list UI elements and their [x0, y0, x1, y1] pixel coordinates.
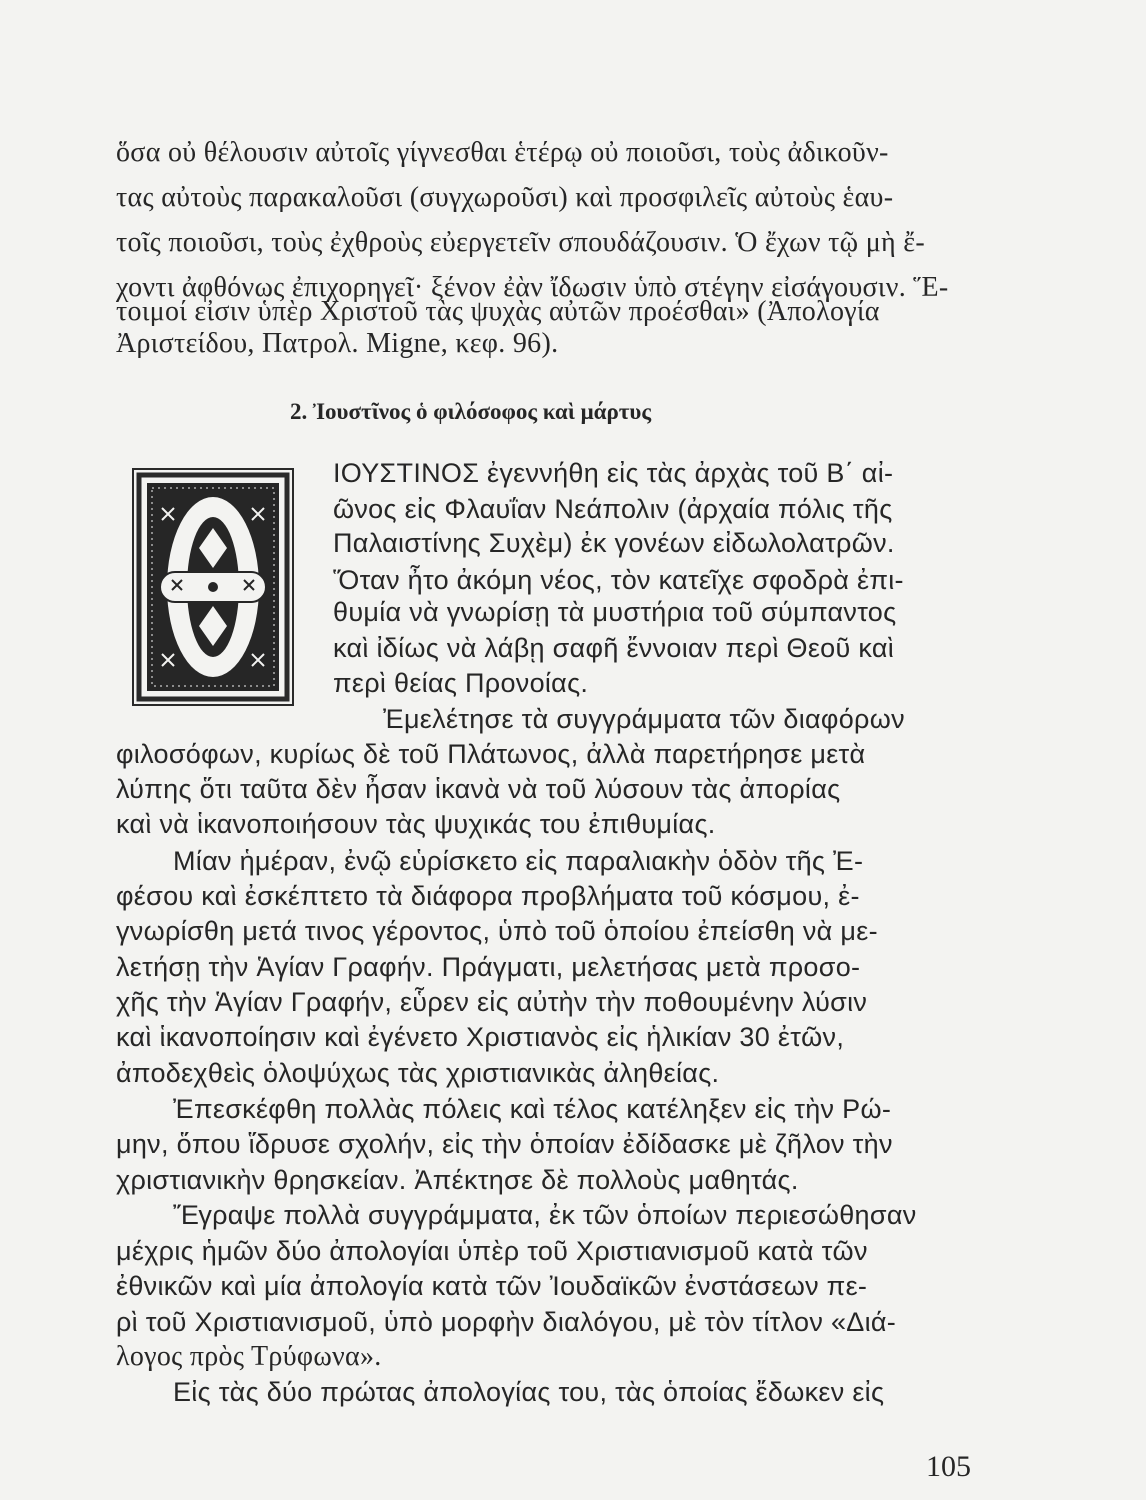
body-line: Ἔγραψε πολλὰ συγγράμματα, ἐκ τῶν ὁποίων περιεσώθησαν: [173, 1200, 917, 1230]
body-line: ἐθνικῶν καὶ μία ἀπολογία κατὰ τῶν Ἰουδαϊκῶν ἐνστάσεων πε-: [116, 1271, 868, 1301]
body-line: ῶνος εἰς Φλαυΐαν Νεάπολιν (ἀρχαία πόλις τῆς: [333, 494, 893, 524]
body-line: περὶ θείας Προνοίας.: [333, 668, 589, 698]
body-line: ἀποδεχθεὶς ὁλοψύχως τὰς χριστιανικὰς ἀληθείας.: [116, 1058, 720, 1088]
body-line: καὶ ἱκανοποίησιν καὶ ἐγένετο Χριστιανὸς εἰς ἡλικίαν 30 ἐτῶν,: [116, 1022, 845, 1052]
section-heading: 2. Ἰουστῖνος ὁ φιλόσοφος καὶ μάρτυς: [290, 399, 652, 424]
body-line: καὶ ἰδίως νὰ λάβῃ σαφῆ ἔννοιαν περὶ Θεοῦ καὶ: [333, 633, 895, 663]
body-line: γνωρίσθη μετά τινος γέροντος, ὑπὸ τοῦ ὁποίου ἐπείσθη νὰ με-: [116, 916, 878, 946]
body-line: λογος πρὸς Τρύφωνα».: [116, 1341, 382, 1372]
body-line: φέσου καὶ ἐσκέπτετο τὰ διάφορα προβλήματα τοῦ κόσμου, ἐ-: [116, 881, 860, 911]
intro-line: τοιμοί εἰσιν ὑπὲρ Χριστοῦ τὰς ψυχὰς αὐτῶν προέσθαι» (Ἀπολογία: [116, 296, 880, 327]
body-line: Ἐμελέτησε τὰ συγγράμματα τῶν διαφόρων: [383, 704, 905, 734]
body-line: Μίαν ἡμέραν, ἐνῷ εὑρίσκετο εἰς παραλιακὴν ὁδὸν τῆς Ἐ-: [173, 846, 864, 876]
body-line: ΙΟΥΣΤΙΝΟΣ ἐγεννήθη εἰς τὰς ἀρχὰς τοῦ Β΄ αἰ-: [333, 458, 894, 488]
intro-line: Ἀριστείδου, Πατρολ. Migne, κεφ. 96).: [116, 328, 559, 359]
intro-line: χοντι ἀφθόνως ἐπιχορηγεῖ· ξένον ἐὰν ἴδωσιν ὑπὸ στέγην εἰσάγουσιν. Ἕ-: [116, 272, 949, 303]
body-line: Ὅταν ἦτο ἀκόμη νέος, τὸν κατεῖχε σφοδρὰ ἐπι-: [333, 565, 904, 595]
body-line: λύπης ὅτι ταῦτα δὲν ἦσαν ἱκανὰ νὰ τοῦ λύσουν τὰς ἀπορίας: [116, 774, 841, 804]
body-line: μέχρις ἡμῶν δύο ἀπολογίαι ὑπὲρ τοῦ Χριστιανισμοῦ κατὰ τῶν: [116, 1236, 868, 1266]
body-line: Εἰς τὰς δύο πρώτας ἀπολογίας του, τὰς ὁποίας ἔδωκεν εἰς: [173, 1377, 885, 1407]
intro-line: ὅσα οὐ θέλουσιν αὐτοῖς γίγνεσθαι ἑτέρῳ οὐ ποιοῦσι, τοὺς ἀδικοῦν-: [116, 137, 889, 168]
body-line: ρὶ τοῦ Χριστιανισμοῦ, ὑπὸ μορφὴν διαλόγου, μὲ τὸν τίτλον «Διά-: [116, 1307, 897, 1337]
body-line: λετήσῃ τὴν Ἁγίαν Γραφήν. Πράγματι, μελετήσας μετὰ προσο-: [116, 952, 861, 982]
body-line: μην, ὅπου ἵδρυσε σχολήν, εἰς τὴν ὁποίαν ἐδίδασκε μὲ ζῆλον τὴν: [116, 1129, 893, 1159]
page-number: 105: [926, 1450, 971, 1483]
body-line: χῆς τὴν Ἁγίαν Γραφήν, εὗρεν εἰς αὐτὴν τὴν ποθουμένην λύσιν: [116, 987, 868, 1017]
body-line: καὶ νὰ ἱκανοποιήσουν τὰς ψυχικάς του ἐπιθυμίας.: [116, 809, 716, 839]
body-line: φιλοσόφων, κυρίως δὲ τοῦ Πλάτωνος, ἀλλὰ παρετήρησε μετὰ: [116, 739, 866, 769]
body-line: Παλαιστίνης Συχὲμ) ἐκ γονέων εἰδωλολατρῶν.: [333, 528, 895, 558]
body-line: Ἐπεσκέφθη πολλὰς πόλεις καὶ τέλος κατέληξεν εἰς τὴν Ρώ-: [173, 1094, 892, 1124]
intro-line: τοῖς ποιοῦσι, τοὺς ἐχθροὺς εὐεργετεῖν σπουδάζουσιν. Ὁ ἔχων τῷ μὴ ἔ-: [116, 227, 925, 258]
body-line: χριστιανικὴν θρησκείαν. Ἀπέκτησε δὲ πολλοὺς μαθητάς.: [116, 1165, 799, 1195]
drop-cap-theta-icon: [132, 468, 294, 706]
intro-line: τας αὐτοὺς παρακαλοῦσι (συγχωροῦσι) καὶ προσφιλεῖς αὐτοὺς ἑαυ-: [116, 182, 894, 213]
body-line: θυμία νὰ γνωρίσῃ τὰ μυστήρια τοῦ σύμπαντος: [333, 597, 897, 627]
